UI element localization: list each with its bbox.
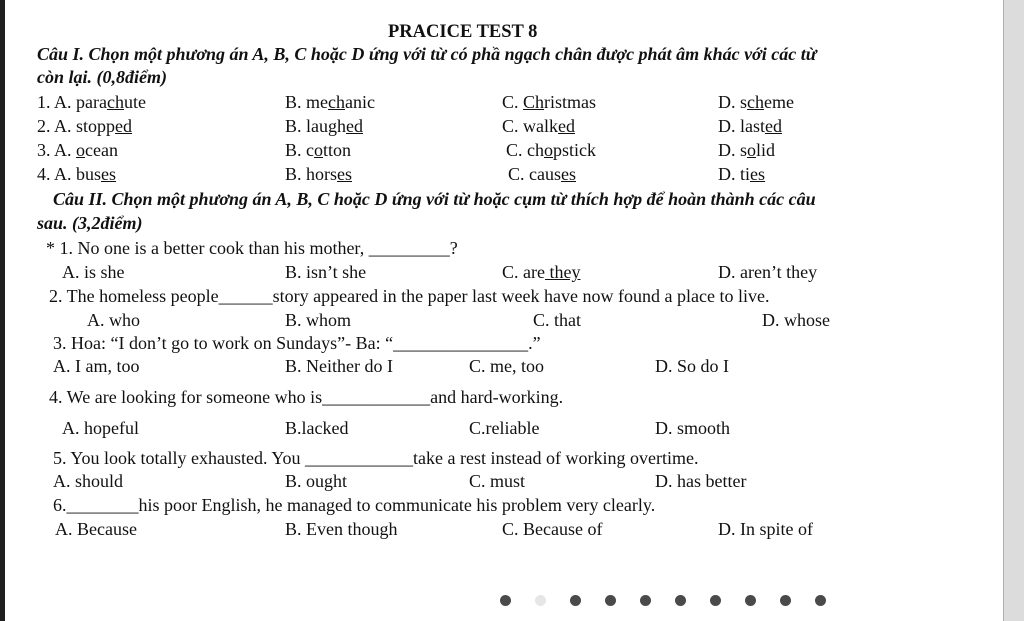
s2-q1-option-d: D. aren’t they — [718, 262, 818, 282]
s2-q3-option-d: D. So do I — [655, 356, 730, 376]
s2-q6-option-c: C. Because of — [502, 519, 603, 539]
s1-q2-option-d: D. lasted — [718, 116, 782, 136]
pagination-dot-5[interactable] — [640, 595, 651, 606]
s2-q2-stem: 2. The homeless people______story appeared in the paper last week have now found a place to live. — [49, 286, 770, 306]
pagination-dot-8[interactable] — [745, 595, 756, 606]
pagination-dot-4[interactable] — [605, 595, 616, 606]
page-title: PRACICE TEST 8 — [388, 22, 538, 42]
section1-instruction: Câu I. Chọn một phương án A, B, C hoặc D ứng với từ có phầ ngạch chân được phát âm khác với các từ — [37, 44, 817, 64]
s2-q5-option-a: A. should — [53, 471, 124, 491]
s2-q4-stem: 4. We are looking for someone who is____________and hard-working. — [49, 387, 564, 407]
s2-q6-option-a: A. Because — [55, 519, 137, 539]
s2-q6-option-d: D. In spite of — [718, 519, 813, 539]
s2-q4-option-a: A. hopeful — [62, 418, 139, 438]
s2-q1-option-c: C. are they — [502, 262, 581, 282]
s2-q4-option-d: D. smooth — [655, 418, 731, 438]
s1-q4-option-b: B. horses — [285, 164, 353, 184]
s1-q2-option-c: C. walked — [502, 116, 575, 136]
s1-q2-option-b: B. laughed — [285, 116, 363, 136]
s1-q4-row — [37, 163, 116, 185]
right-scroll-edge[interactable] — [1003, 0, 1024, 621]
s1-q2-row — [37, 115, 132, 137]
s1-q3-option-c: C. chopstick — [506, 140, 596, 160]
section2-instruction-cont: sau. (3,2điểm) — [37, 213, 143, 233]
s2-q5-option-d: D. has better — [655, 471, 747, 491]
s2-q5-option-b: B. ought — [285, 471, 348, 491]
s1-q1-row — [37, 91, 146, 113]
s2-q6-stem: 6.________his poor English, he managed to communicate his problem very clearly. — [53, 495, 656, 515]
section1-instruction-cont: còn lại. (0,8điểm) — [37, 67, 167, 87]
s1-q1-option-a: A. parachute — [54, 92, 146, 112]
s2-q3-option-c: C. me, too — [469, 356, 544, 376]
s1-q3-option-a: A. ocean — [54, 140, 118, 160]
s2-q1-stem: * 1. No one is a better cook than his mother, _________? — [46, 238, 458, 258]
s2-q1-option-b: B. isn’t she — [285, 262, 367, 282]
pagination-dot-6[interactable] — [675, 595, 686, 606]
pagination-dot-10[interactable] — [815, 595, 826, 606]
s1-q2-option-a: A. stopped — [54, 116, 133, 136]
s1-q1-option-b: B. mechanic — [285, 92, 375, 112]
s2-q5-option-c: C. must — [469, 471, 526, 491]
s1-q2-number: 2. — [37, 116, 51, 136]
s1-q3-number: 3. — [37, 140, 51, 160]
s1-q3-option-b: B. cotton — [285, 140, 352, 160]
pagination-dot-1[interactable] — [500, 595, 511, 606]
s1-q4-number: 4. — [37, 164, 51, 184]
s2-q2-option-d: D. whose — [762, 310, 830, 330]
s1-q1-option-d: D. scheme — [718, 92, 794, 112]
s1-q4-option-d: D. ties — [718, 164, 766, 184]
section2-instruction: Câu II. Chọn một phương án A, B, C hoặc D ứng với từ hoặc cụm từ thích hợp để hoàn thành các câu — [53, 189, 816, 209]
s2-q3-stem: 3. Hoa: “I don’t go to work on Sundays”- Ba: “_______________.” — [53, 333, 541, 353]
s2-q4-option-c: C.reliable — [469, 418, 540, 438]
s2-q4-option-b: B.lacked — [285, 418, 349, 438]
pagination-dot-2[interactable] — [535, 595, 546, 606]
s1-q4-option-c: C. causes — [508, 164, 576, 184]
s1-q4-option-a: A. buses — [54, 164, 117, 184]
s2-q2-option-c: C. that — [533, 310, 581, 330]
s2-q6-option-b: B. Even though — [285, 519, 398, 539]
s1-q3-row — [37, 139, 118, 161]
s2-q3-option-a: A. I am, too — [53, 356, 140, 376]
pagination-dot-3[interactable] — [570, 595, 581, 606]
document-page — [5, 0, 1003, 621]
s2-q5-stem: 5. You look totally exhausted. You ____________take a rest instead of working overtime. — [53, 448, 699, 468]
s2-q3-option-b: B. Neither do I — [285, 356, 393, 376]
s2-q2-option-a: A. who — [87, 310, 140, 330]
s1-q3-option-d: D. solid — [718, 140, 776, 160]
s2-q2-option-b: B. whom — [285, 310, 352, 330]
s1-q1-number: 1. — [37, 92, 51, 112]
pagination-dot-7[interactable] — [710, 595, 721, 606]
s2-q1-option-a: A. is she — [62, 262, 125, 282]
pagination-dot-9[interactable] — [780, 595, 791, 606]
s1-q1-option-c: C. Christmas — [502, 92, 597, 112]
